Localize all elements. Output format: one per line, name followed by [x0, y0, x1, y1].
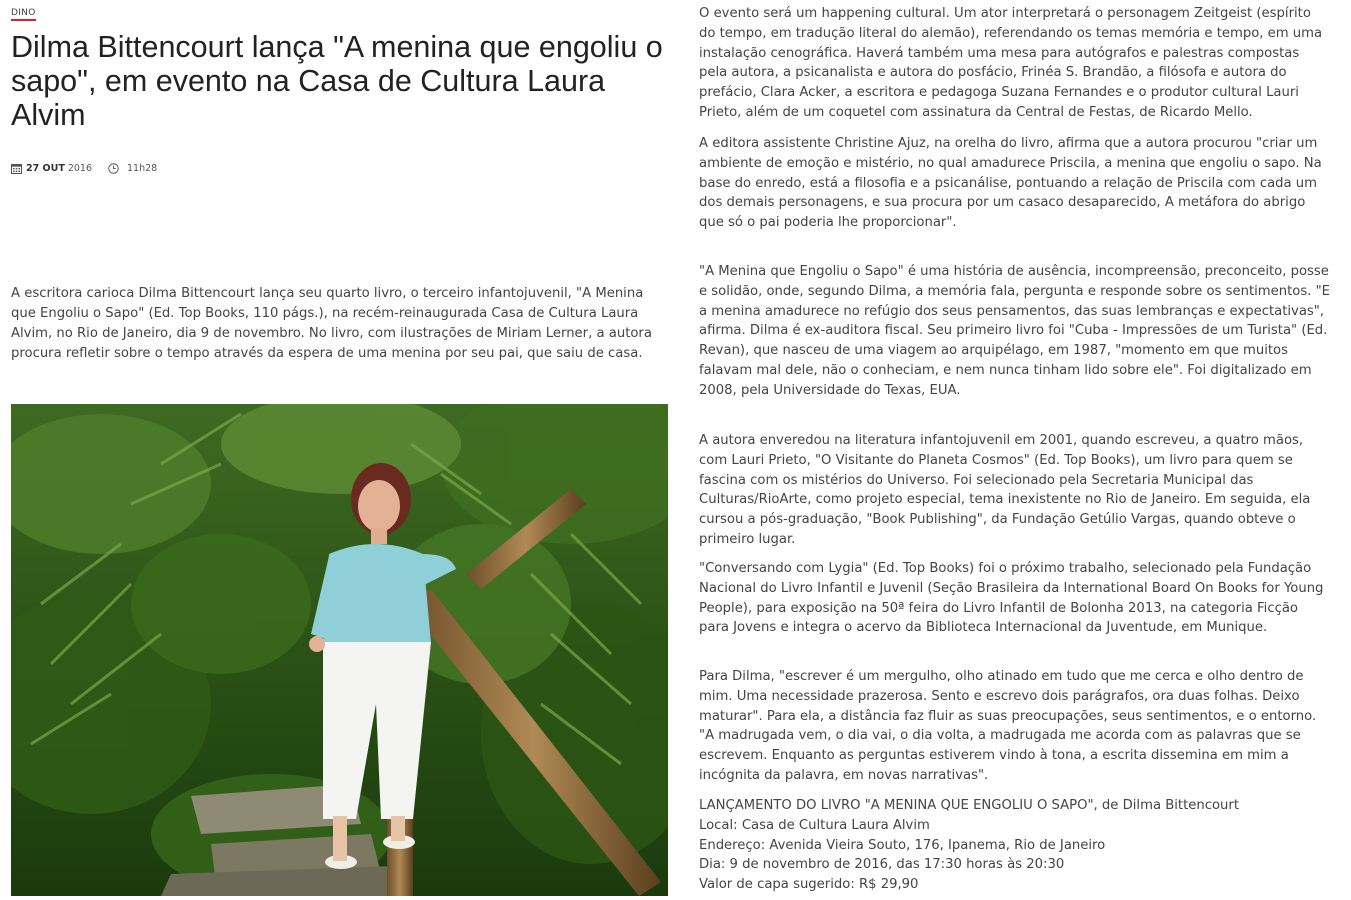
- event-address: Endereço: Avenida Vieira Souto, 176, Ipanema, Rio de Janeiro: [699, 837, 1106, 853]
- body-paragraph: "A Menina que Engoliu o Sapo" é uma história de ausência, incompreensão, preconceito, posse e solidão, onde, segundo Dilma, a memória fala, pergunta e responde sobre os sentimentos. "E a menina amadurece no refúgio dos seus pensamentos, das suas lembranças e expectativas", afirma. Dilma é ex-auditora fiscal. Seu primeiro livro foi "Cuba - Impressões de um Turista" (Ed. Revan), que nasceu de uma viagem ao arquipélago, em 1987, "momento em que muitos falavam mal dele, não o conheciam, e nem nunca tinham lido sobre ele". Foi digitalizado em 2008, pela Universidade do Texas, EUA.: [699, 264, 1330, 398]
- body-paragraph: A autora enveredou na literatura infantojuvenil em 2001, quando escreveu, a quatro mãos, com Lauri Prieto, "O Visitante do Planeta Cosmos" (Ed. Top Books), um livro para quem se fascina com os mistérios do Universo. Foi selecionado pela Secretaria Municipal das Culturas/RioArte, como projeto especial, tema inexistente no Rio de Janeiro. Em seguida, ela cursou a pós-graduação, "Book Publishing", da Fundação Getúlio Vargas, quando obteve o primeiro lugar.: [699, 433, 1311, 547]
- article-title: Dilma Bittencourt lança "A menina que engoliu o sapo", em evento na Casa de Cultura Laura Alvim: [11, 30, 663, 132]
- publish-time: 11h28: [127, 163, 158, 174]
- date-year: 2016: [67, 163, 92, 174]
- event-info: [699, 796, 1331, 895]
- article-intro: A escritora carioca Dilma Bittencourt lança seu quarto livro, o terceiro infantojuvenil, "A Menina que Engoliu o Sapo" (Ed. Top Books, 110 págs.), na recém-reinaugurada Casa de Cultura Laura Alvim, no Rio de Janeiro, dia 9 de novembro. No livro, com ilustrações de Miriam Lerner, a autora procura refletir sobre o tempo através da espera de uma menina por seu pai, que saiu de casa.: [11, 286, 652, 361]
- author-photo-illustration: [11, 404, 668, 896]
- body-paragraph: A editora assistente Christine Ajuz, na orelha do livro, afirma que a autora procurou "criar um ambiente de emoção e mistério, no qual amadurece Priscila, a menina que engoliu o sapo. Na base do enredo, está a filosofia e a psicanálise, pontuando a relação de Priscila com cada um dos demais personagens, e sua procura por um casaco desaparecido, A metáfora do abrigo que só o pai poderia lhe proporcionar".: [699, 136, 1322, 231]
- author-photo: [11, 404, 668, 896]
- article-meta: [11, 163, 157, 174]
- body-paragraph: O evento será um happening cultural. Um ator interpretará o personagem Zeitgeist (espírito do tempo, em tradução literal do alemão), referendando os temas memória e tempo, em uma instalação cenográfica. Haverá também uma mesa para autógrafos e palestras compostas pela autora, a psicanalista e autora do posfácio, Frinéa S. Brandão, a filósofa e autora do prefácio, Clara Acker, a escritora e pedagoga Suzana Fernandes e o produtor cultural Lauri Prieto, além de um coquetel com assinatura da Central de Festas, de Ricardo Mello.: [699, 6, 1323, 120]
- event-title: LANÇAMENTO DO LIVRO "A MENINA QUE ENGOLIU O SAPO", de Dilma Bittencourt: [699, 798, 1240, 813]
- clock-icon: [108, 163, 119, 174]
- event-price: Valor de capa sugerido: R$ 29,90: [699, 877, 919, 893]
- date-day: 27 OUT: [26, 163, 65, 174]
- event-date: Dia: 9 de novembro de 2016, das 17:30 horas às 20:30: [699, 857, 1065, 873]
- body-paragraph: Para Dilma, "escrever é um mergulho, olho atinado em tudo que me cerca e olho dentro de mim. Uma necessidade prazerosa. Sento e escrevo dois parágrafos, ora duas folhas. Deixo maturar". Para ela, a distância faz fluir as suas preocupações, seus sentimentos, e o entorno. "A madrugada vem, o dia vai, o dia volta, a madrugada me acorda com as palavras que se escrevem. Enquanto as perguntas estiverem vindo à tona, a escrita dissemina em mim a incógnita da palavra, em novas narrativas".: [699, 669, 1317, 783]
- calendar-icon: [11, 163, 22, 174]
- event-location: Local: Casa de Cultura Laura Alvim: [699, 817, 930, 833]
- category-tag[interactable]: DINO: [11, 8, 36, 21]
- body-paragraph: "Conversando com Lygia" (Ed. Top Books) foi o próximo trabalho, selecionado pela Fundação Nacional do Livro Infantil e Juvenil (Seção Brasileira da International Board On Books for Young People), para exposição na 50ª feira do Livro Infantil de Bolonha 2013, na categoria Ficção para Jovens e integra o acervo da Biblioteca Internacional da Juventude, em Munique.: [699, 561, 1324, 636]
